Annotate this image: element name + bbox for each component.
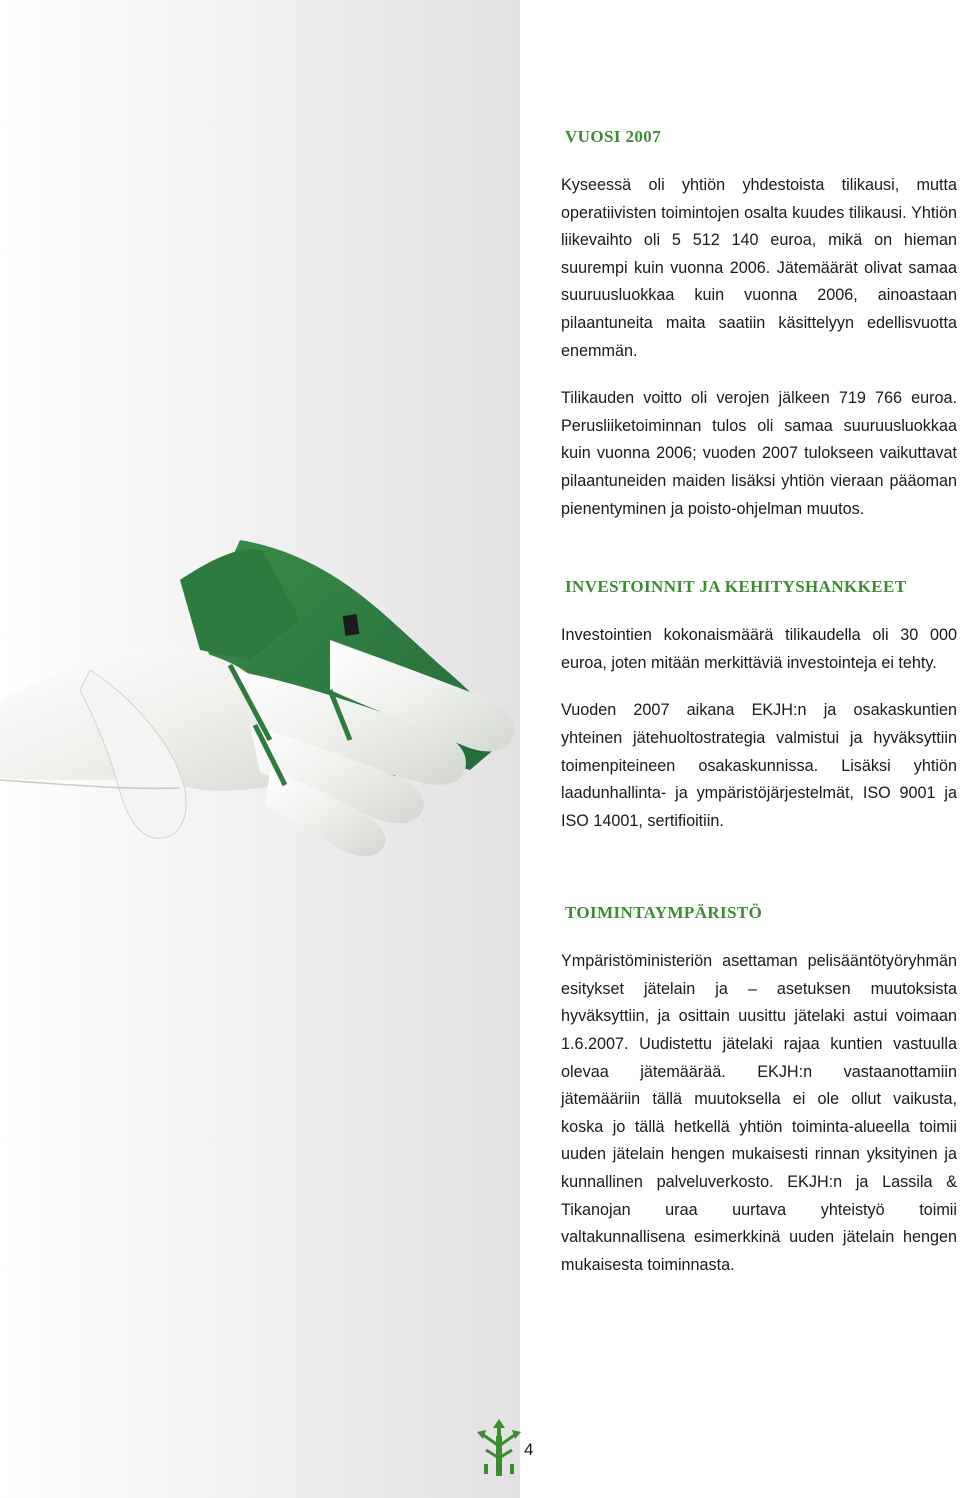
paragraph: Vuoden 2007 aikana EKJH:n ja osakaskuntien yhteinen jätehuoltostrategia valmistui ja hyväksyttiin toimenpiteineen osakaskunnissa. Lisäksi yhtiön laadunhallinta- ja ympäristöjärjestelmät, ISO 9001 ja ISO 14001, sertifioitiin. (561, 701, 957, 830)
work-glove-photo (0, 540, 525, 920)
page-number: 4 (524, 1440, 534, 1459)
paragraph: Kyseessä oli yhtiön yhdestoista tilikausi, mutta operatiivisten toimintojen osalta kuudes tilikausi. Yhtiön liikevaihto oli 5 512 140 euroa, mikä on hieman suurempi kuin vuonna 2006. Jätemäärät olivat samaa suuruusluokkaa kuin vuonna 2006, ainoastaan pilaantuneita maita saatiin käsittelyyn edellisvuotta enemmän. (561, 176, 957, 360)
paragraph: Ympäristöministeriön asettaman pelisääntötyöryhmän esitykset jätelain ja – asetuksen muutoksista hyväksyttiin, ja osittain uusittu jätelaki astui voimaan 1.6.2007. Uudistettu jätelaki rajaa kuntien vastuulla olevaa jätemäärää. EKJH:n vastaanottamiin jätemääriin tällä muutoksella ei ole ollut vaikusta, koska jo tällä hetkellä yhtiön toiminta-alueella toimii uuden jätelain hengen mukaisesti rinnan yksityinen ja kunnallinen palveluverkosto. EKJH:n ja Lassila & Tikanojan uraa uurtava yhteistyö toimii valtakunnallisena esimerkkinä uuden jätelain hengen mukaisesta toiminnasta. (561, 952, 957, 1274)
paragraph: Tilikauden voitto oli verojen jälkeen 719 766 euroa. Perusliiketoiminnan tulos oli samaa suuruusluokkaa kuin vuonna 2006; vuoden 2007 tulokseen vaikuttavat pilaantuneiden maiden lisäksi yhtiön vieraan pääoman pienentyminen ja poisto-ohjelman muutos. (561, 389, 957, 518)
section-heading-investoinnit: INVESTOINNIT JA KEHITYSHANKKEET (565, 577, 907, 597)
paragraph: Investointien kokonaismäärä tilikaudella oli 30 000 euroa, joten mitään merkittäviä investointeja ei tehty. (561, 626, 957, 672)
text-column (561, 120, 957, 1279)
section-heading-vuosi-2007: VUOSI 2007 (565, 127, 662, 146)
tree-logo-icon (474, 1416, 524, 1476)
section-heading-toimintaymparisto: TOIMINTAYMPÄRISTÖ (565, 903, 763, 923)
